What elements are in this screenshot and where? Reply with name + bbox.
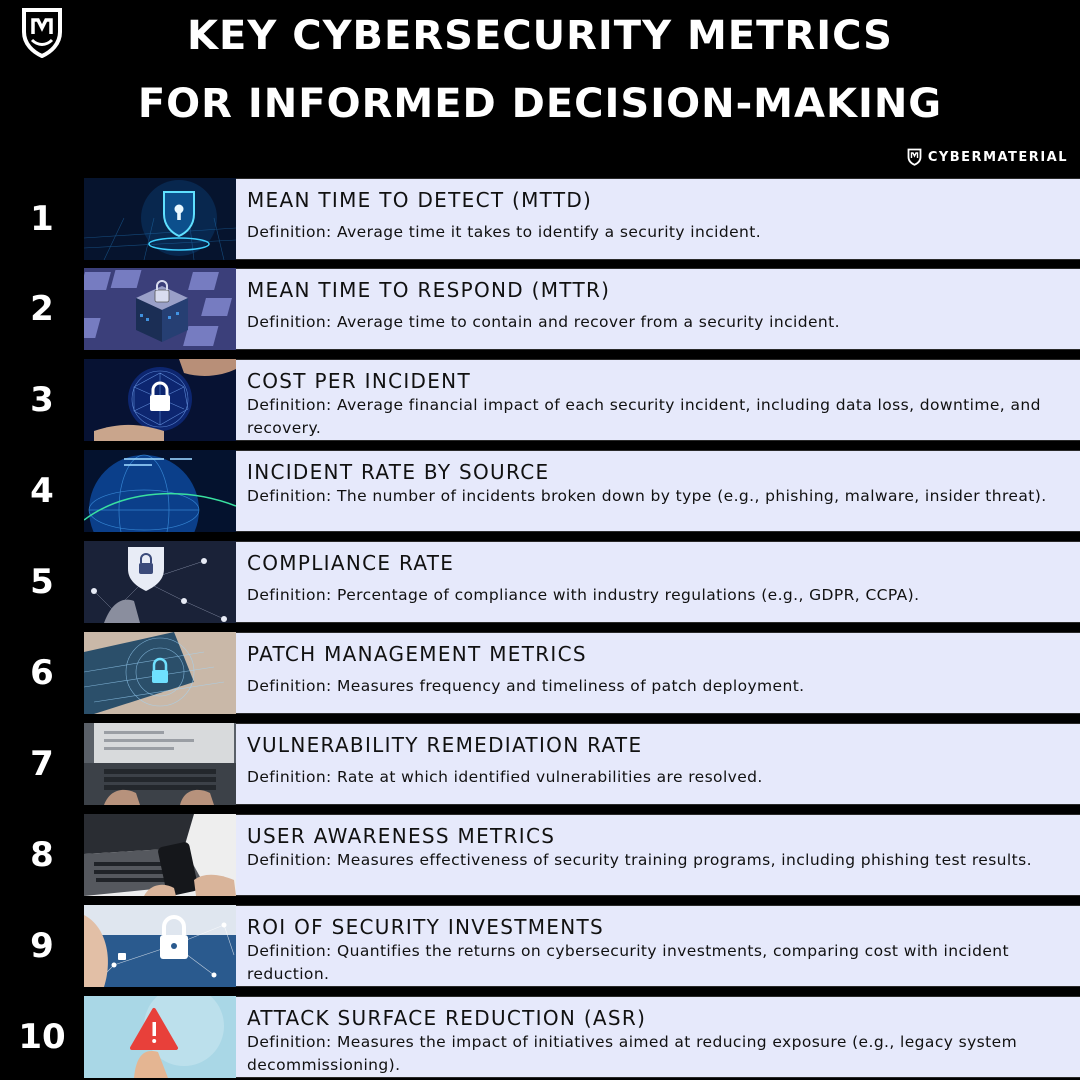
page-title-line-2: FOR INFORMED DECISION-MAKING xyxy=(137,81,943,127)
metric-title: COST PER INCIDENT xyxy=(247,369,471,393)
metric-number: 8 xyxy=(0,814,84,896)
metric-number: 5 xyxy=(0,541,84,623)
metric-title: MEAN TIME TO DETECT (MTTD) xyxy=(247,188,593,212)
metric-number: 7 xyxy=(0,723,84,805)
metric-image-network-lock xyxy=(84,905,236,987)
metric-definition: Definition: Rate at which identified vulnerabilities are resolved. xyxy=(247,768,763,786)
metric-row-8 xyxy=(0,814,1080,896)
metric-title: VULNERABILITY REMEDIATION RATE xyxy=(247,733,643,757)
metric-image-phone xyxy=(84,814,236,896)
metric-row-2 xyxy=(0,268,1080,350)
metric-definition: Definition: Percentage of compliance with industry regulations (e.g., GDPR, CCPA). xyxy=(247,586,920,604)
metric-image-shield-lock xyxy=(84,178,236,260)
metric-title: USER AWARENESS METRICS xyxy=(247,824,556,848)
metric-row-1 xyxy=(0,178,1080,260)
brand-shield-icon xyxy=(907,148,922,166)
metric-number: 3 xyxy=(0,359,84,441)
metric-row-7 xyxy=(0,723,1080,805)
metric-row-9 xyxy=(0,905,1080,987)
metric-number: 6 xyxy=(0,632,84,714)
metric-definition: Definition: Quantifies the returns on cybersecurity investments, comparing cost with incident reduction. xyxy=(247,942,1009,983)
brand-label xyxy=(907,146,1068,168)
metric-number: 2 xyxy=(0,268,84,350)
metric-definition: Definition: Average time it takes to identify a security incident. xyxy=(247,223,762,241)
metric-title: ROI OF SECURITY INVESTMENTS xyxy=(247,915,604,939)
metric-definition: Definition: Average financial impact of each security incident, including data loss, downtime, and recovery. xyxy=(247,396,1041,437)
metric-title: COMPLIANCE RATE xyxy=(247,551,455,575)
brand-name: CYBERMATERIAL xyxy=(927,149,1068,165)
metric-title: PATCH MANAGEMENT METRICS xyxy=(247,642,587,666)
metric-image-compliance xyxy=(84,541,236,623)
metric-row-3 xyxy=(0,359,1080,441)
metric-row-6 xyxy=(0,632,1080,714)
metric-definition: Definition: The number of incidents broken down by type (e.g., phishing, malware, insider threat). xyxy=(247,487,1047,505)
metric-image-lock-cube xyxy=(84,268,236,350)
metric-definition: Definition: Measures frequency and timeliness of patch deployment. xyxy=(247,677,805,695)
metric-row-5 xyxy=(0,541,1080,623)
metric-image-hands-lock xyxy=(84,359,236,441)
metric-number: 1 xyxy=(0,178,84,260)
metric-image-warning xyxy=(84,996,236,1078)
metric-image-patch xyxy=(84,632,236,714)
metric-image-globe xyxy=(84,450,236,532)
metric-title: MEAN TIME TO RESPOND (MTTR) xyxy=(247,278,611,302)
metric-row-4 xyxy=(0,450,1080,532)
metric-number: 9 xyxy=(0,905,84,987)
metric-title: INCIDENT RATE BY SOURCE xyxy=(247,460,550,484)
metric-definition: Definition: Measures the impact of initiatives aimed at reducing exposure (e.g., legacy system decommissioning). xyxy=(247,1033,1018,1074)
metric-number: 4 xyxy=(0,450,84,532)
metric-definition: Definition: Measures effectiveness of security training programs, including phishing test results. xyxy=(247,851,1032,869)
metric-number: 10 xyxy=(0,996,84,1078)
metric-image-laptop xyxy=(84,723,236,805)
page-title-line-1: KEY CYBERSECURITY METRICS xyxy=(187,13,893,59)
metric-definition: Definition: Average time to contain and recover from a security incident. xyxy=(247,313,840,331)
metric-title: ATTACK SURFACE REDUCTION (ASR) xyxy=(247,1006,647,1030)
metric-row-10 xyxy=(0,996,1080,1078)
